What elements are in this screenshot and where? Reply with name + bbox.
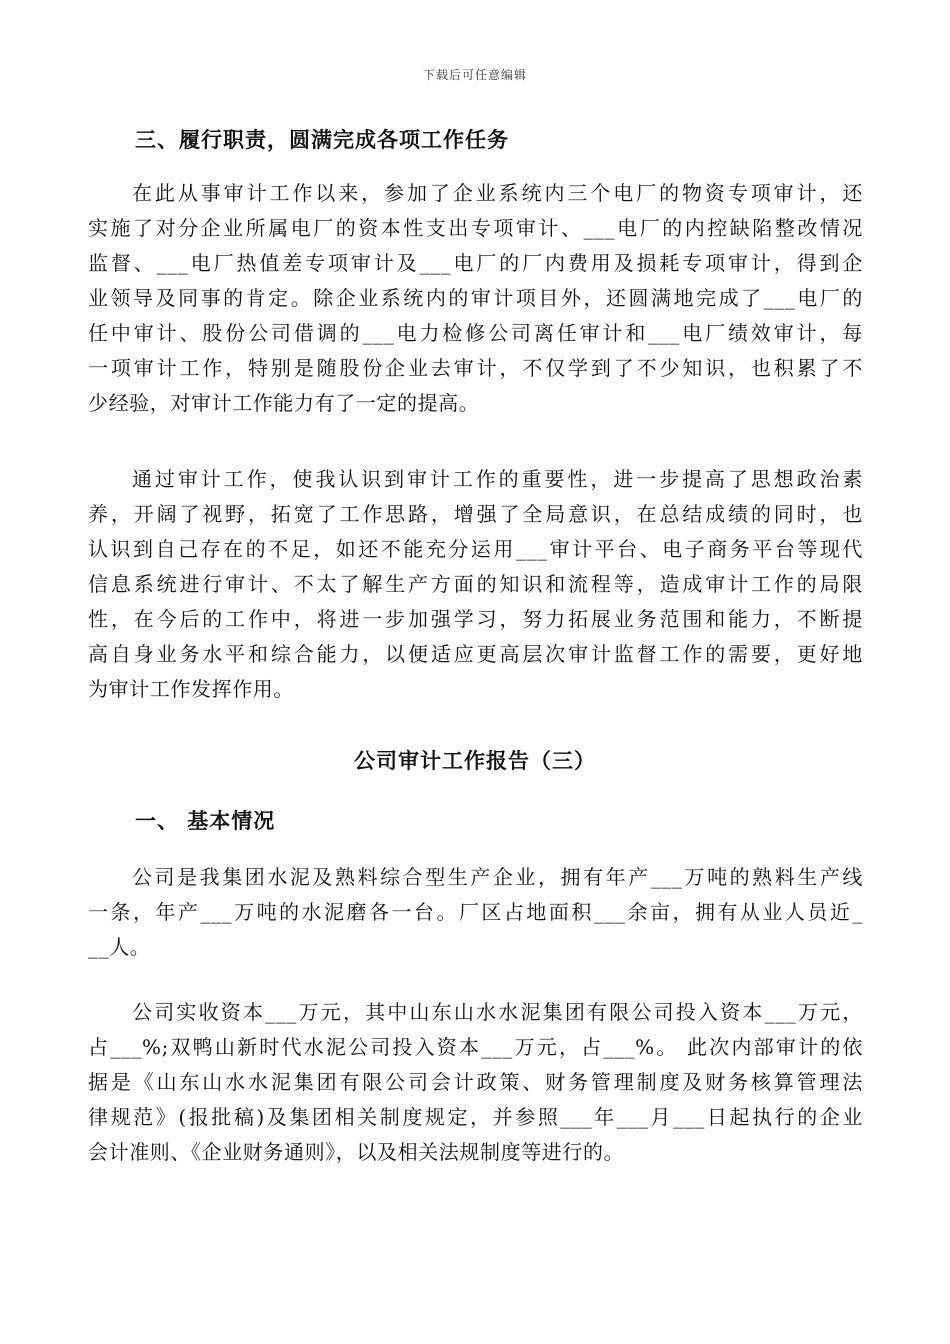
paragraph-line: 公司实收资本___万元，其中山东山水水泥集团有限公司投入资本___万元， — [132, 1000, 863, 1024]
paragraph-4 — [88, 995, 863, 1170]
paragraph-line: 一项审计工作，特别是随股份企业去审计，不仅学到了不少知识，也积累了不 — [88, 356, 863, 380]
paragraph-line: 律规范》(报批稿)及集团相关制度规定，并参照___年___月___日起执行的企业 — [88, 1105, 863, 1129]
paragraph-line: 通过审计工作，使我认识到审计工作的重要性，进一步提高了思想政治素 — [132, 467, 863, 491]
paragraph-line: 会计准则、《企业财务通则》，以及相关法规制度等进行的。 — [88, 1140, 625, 1164]
paragraph-line: 为审计工作发挥作用。 — [88, 677, 294, 701]
paragraph-line: 认识到自己存在的不足，如还不能充分运用___审计平台、电子商务平台等现代 — [88, 537, 863, 561]
paragraph-line: 实施了对分企业所属电厂的资本性支出专项审计、___电厂的内控缺陷整改情况 — [88, 216, 863, 240]
paragraph-line: 监督、___电厂热值差专项审计及___电厂的厂内费用及损耗专项审计，得到企 — [88, 251, 863, 275]
paragraph-line: 据是《山东山水水泥集团有限公司会计政策、财务管理制度及财务核算管理法 — [88, 1070, 863, 1094]
document-title: 公司审计工作报告（三） — [354, 748, 596, 773]
paragraph-line: 业领导及同事的肯定。除企业系统内的审计项目外，还圆满地完成了___电厂的 — [88, 286, 863, 310]
paragraph-line: 高自身业务水平和综合能力，以便适应更高层次审计监督工作的需要，更好地 — [88, 642, 863, 666]
paragraph-line: 公司是我集团水泥及熟料综合型生产企业，拥有年产___万吨的熟料生产线 — [132, 865, 863, 889]
paragraph-line: 占___%;双鸭山新时代水泥公司投入资本___万元，占___%。 此次内部审计的依 — [88, 1035, 863, 1059]
paragraph-line: 在此从事审计工作以来，参加了企业系统内三个电厂的物资专项审计，还 — [132, 181, 863, 205]
paragraph-2 — [88, 462, 863, 707]
paragraph-line: 一条，年产___万吨的水泥磨各一台。厂区占地面积___余亩，拥有从业人员近_ — [88, 900, 863, 924]
paragraph-line: __人。 — [88, 935, 151, 959]
paragraph-1 — [88, 176, 863, 421]
paragraph-line: 少经验，对审计工作能力有了一定的提高。 — [88, 391, 480, 415]
header-note: 下载后可任意编辑 — [422, 68, 527, 82]
paragraph-3 — [88, 860, 863, 965]
section-heading: 三、履行职责，圆满完成各项工作任务 — [135, 127, 509, 152]
paragraph-line: 信息系统进行审计、不太了解生产方面的知识和流程等，造成审计工作的局限 — [88, 572, 863, 596]
paragraph-line: 养，开阔了视野，拓宽了工作思路，增强了全局意识，在总结成绩的同时，也 — [88, 502, 863, 526]
paragraph-line: 性，在今后的工作中，将进一步加强学习，努力拓展业务范围和能力，不断提 — [88, 607, 863, 631]
basic-info-heading: 一、 基本情况 — [135, 808, 276, 833]
paragraph-line: 任中审计、股份公司借调的___电力检修公司离任审计和___电厂绩效审计，每 — [88, 321, 863, 345]
